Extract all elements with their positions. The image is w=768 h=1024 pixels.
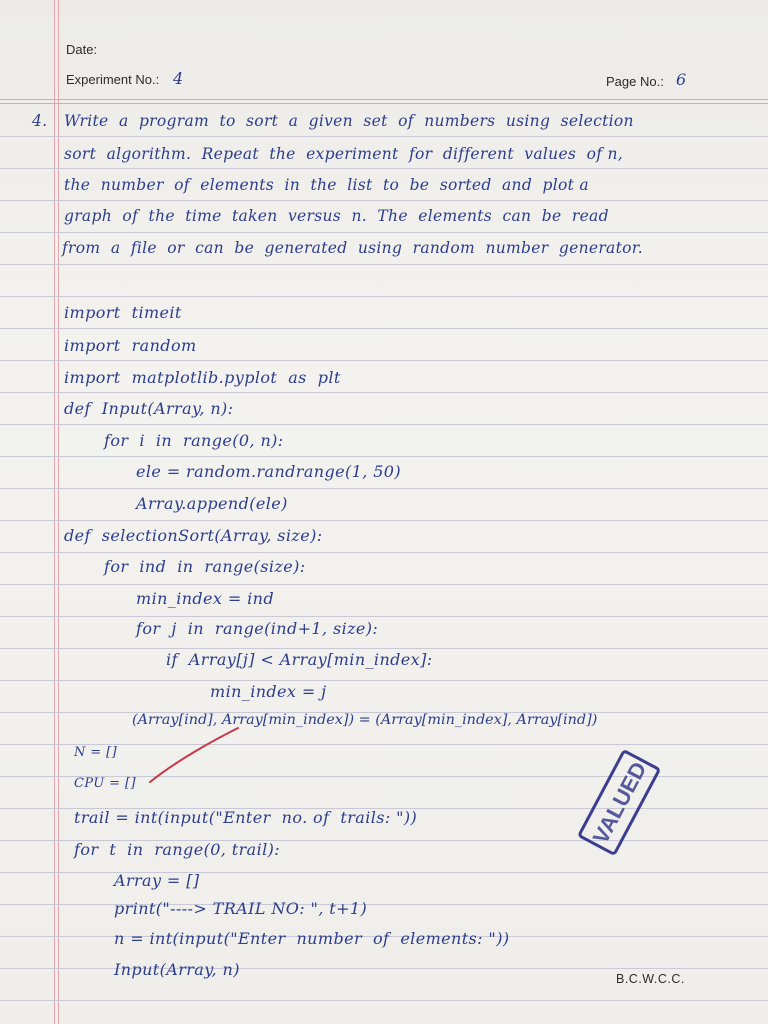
code-line: N = [] xyxy=(74,745,118,760)
ruled-line xyxy=(0,520,768,521)
ruled-line xyxy=(0,616,768,617)
left-margin-line-inner xyxy=(58,0,59,1024)
code-line: for t in range(0, trail): xyxy=(74,840,281,859)
code-line: print("----> TRAIL NO: ", t+1) xyxy=(114,899,368,918)
code-line: for ind in range(size): xyxy=(104,557,306,576)
ruled-line xyxy=(0,168,768,169)
question-line: graph of the time taken versus n. The elements can be read xyxy=(64,207,609,225)
question-line: Write a program to sort a given set of numbers using selection xyxy=(64,112,634,130)
code-line: Array.append(ele) xyxy=(136,494,288,513)
question-line: the number of elements in the list to be sorted and plot a xyxy=(64,176,589,194)
code-line: def Input(Array, n): xyxy=(64,399,234,418)
footer-brand: B.C.W.C.C. xyxy=(616,972,685,986)
ruled-line xyxy=(0,136,768,137)
ruled-line xyxy=(0,232,768,233)
code-line: def selectionSort(Array, size): xyxy=(64,526,323,545)
page-number: 6 xyxy=(676,70,687,89)
page-label: Page No.: xyxy=(606,74,664,89)
question-line: from a file or can be generated using random number generator. xyxy=(62,239,643,257)
ruled-line xyxy=(0,296,768,297)
ruled-line xyxy=(0,552,768,553)
ruled-line xyxy=(0,328,768,329)
ruled-line xyxy=(0,200,768,201)
code-line: min_index = j xyxy=(210,682,327,701)
code-line: if Array[j] < Array[min_index]: xyxy=(166,650,433,669)
code-line: ele = random.randrange(1, 50) xyxy=(136,462,401,481)
code-line: for i in range(0, n): xyxy=(104,431,284,450)
valued-stamp xyxy=(570,748,670,858)
code-line: for j in range(ind+1, size): xyxy=(136,619,379,638)
ruled-line xyxy=(0,392,768,393)
code-line: n = int(input("Enter number of elements: ")) xyxy=(114,929,510,948)
stamp-text: VALUED xyxy=(587,757,652,848)
date-label: Date: xyxy=(66,42,98,57)
ruled-line xyxy=(0,648,768,649)
code-line: import matplotlib.pyplot as plt xyxy=(64,368,341,387)
ruled-line xyxy=(0,488,768,489)
experiment-number: 4 xyxy=(173,69,184,88)
experiment-label: Experiment No.: xyxy=(66,72,160,87)
left-margin-line xyxy=(54,0,55,1024)
ruled-line xyxy=(0,360,768,361)
ruled-line xyxy=(0,264,768,265)
header-divider-2 xyxy=(0,103,768,104)
ruled-line xyxy=(0,424,768,425)
ruled-line xyxy=(0,680,768,681)
code-line: import random xyxy=(64,336,197,355)
ruled-line xyxy=(0,1000,768,1001)
question-number: 4. xyxy=(32,112,48,130)
code-line: (Array[ind], Array[min_index]) = (Array[min_index], Array[ind]) xyxy=(132,712,598,728)
code-line: trail = int(input("Enter no. of trails: ")) xyxy=(74,808,418,827)
code-line: min_index = ind xyxy=(136,589,274,608)
ruled-line xyxy=(0,584,768,585)
code-line: Input(Array, n) xyxy=(114,960,240,979)
code-line: Array = [] xyxy=(114,871,200,890)
header-divider xyxy=(0,99,768,100)
question-line: sort algorithm. Repeat the experiment for different values of n, xyxy=(64,145,624,163)
code-line: CPU = [] xyxy=(74,776,136,791)
ruled-line xyxy=(0,456,768,457)
code-line: import timeit xyxy=(64,303,182,322)
